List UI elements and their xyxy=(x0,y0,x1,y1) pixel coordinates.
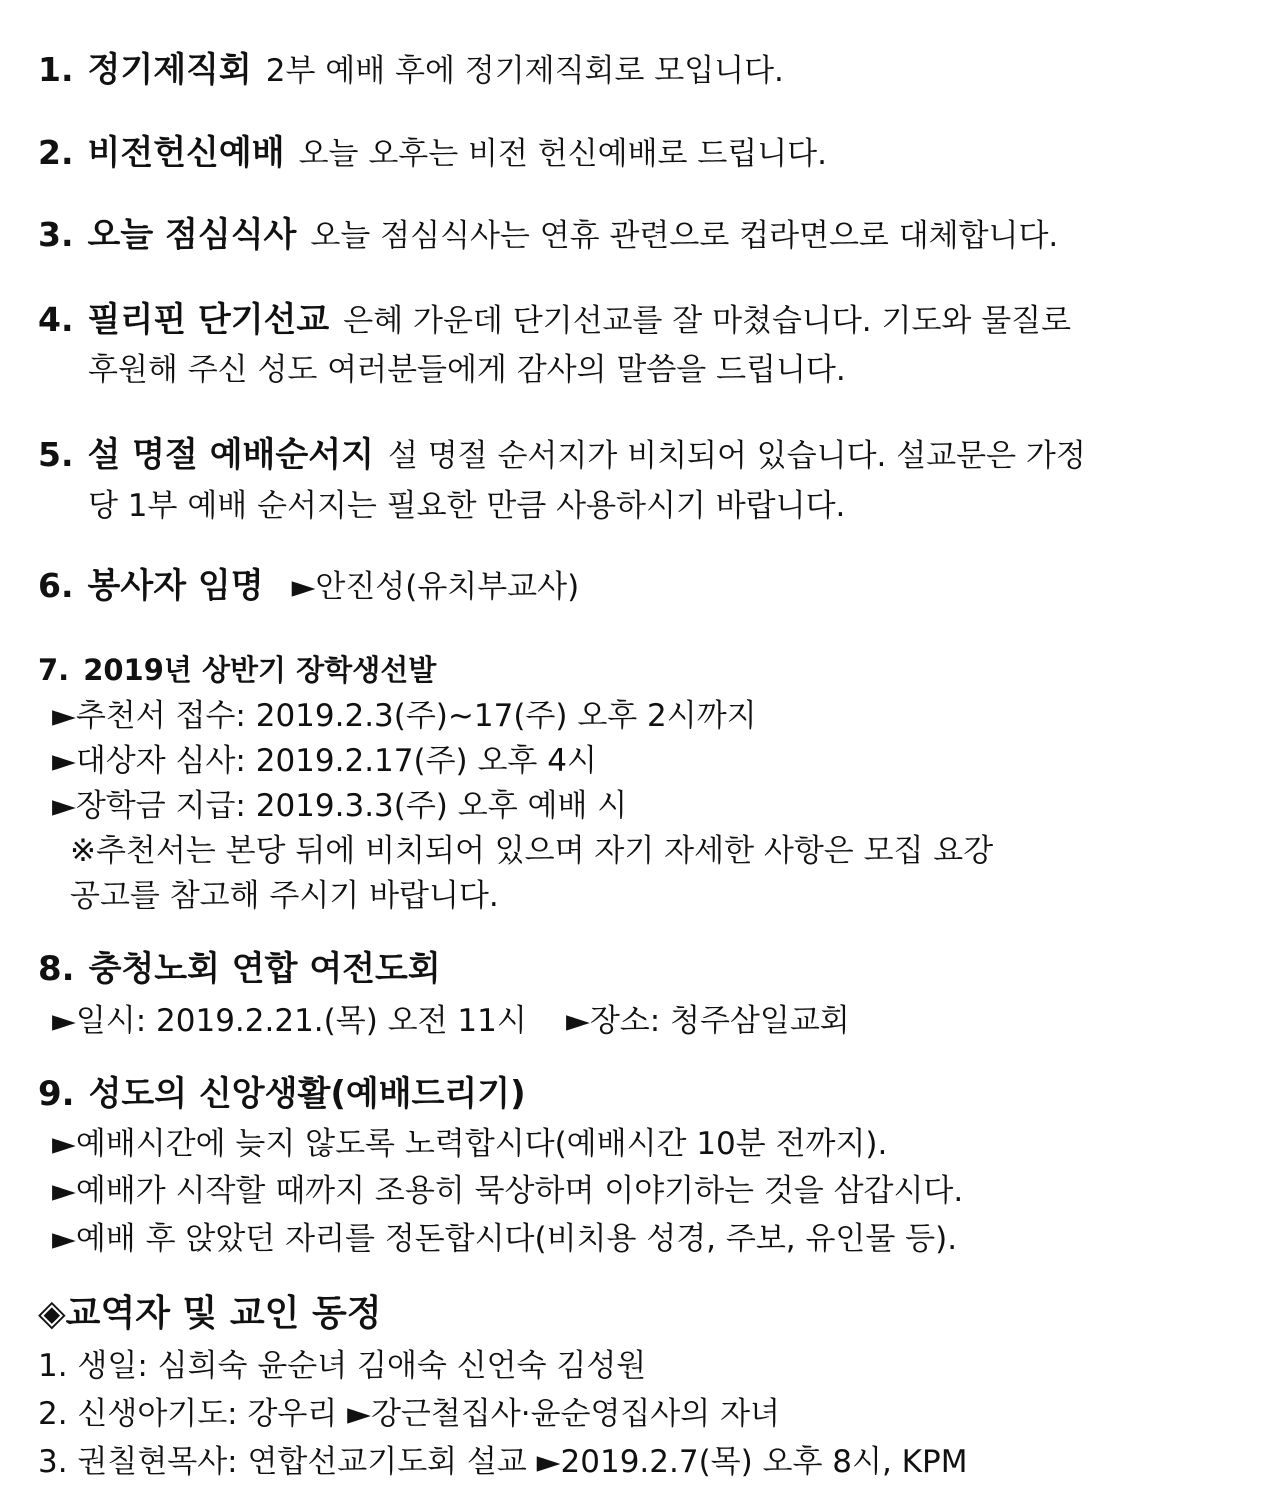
notice-item-5-continued: 당 1부 예배 순서지는 필요한 만큼 사용하시기 바랍니다. xyxy=(88,488,846,524)
item-text: 설 명절 순서지가 비치되어 있습니다. 설교문은 가정 xyxy=(387,438,1086,474)
meeting-date: ►일시: 2019.2.21.(목) 오전 11시 xyxy=(52,1003,527,1039)
meeting-heading xyxy=(38,949,441,990)
item-number: 8. xyxy=(38,949,75,989)
scholarship-note: 공고를 참고해 주시기 바랍니다. xyxy=(70,878,499,914)
item-title: 충청노회 연합 여전도회 xyxy=(88,949,441,989)
item-text: 오늘 점심식사는 연휴 관련으로 컵라면으로 대체합니다. xyxy=(310,218,1059,254)
notice-item-6 xyxy=(38,566,579,607)
news-line: 3. 권칠현목사: 연합선교기도회 설교 ►2019.2.7(목) 오후 8시, KPM xyxy=(38,1444,968,1480)
item-text: 은혜 가운데 단기선교를 잘 마쳤습니다. 기도와 물질로 xyxy=(343,303,1072,339)
item-title: 봉사자 임명 xyxy=(87,566,264,606)
item-text: ►안진성(유치부교사) xyxy=(291,569,580,605)
item-number: 3. xyxy=(38,215,74,254)
meeting-place: ►장소: 청주삼일교회 xyxy=(566,1003,850,1039)
worship-line: ►예배 후 앉았던 자리를 정돈합시다(비치용 성경, 주보, 유인물 등). xyxy=(52,1221,958,1257)
news-line: 2. 신생아기도: 강우리 ►강근철집사·윤순영집사의 자녀 xyxy=(38,1396,780,1432)
news-line: 1. 생일: 심희숙 윤순녀 김애숙 신언숙 김성원 xyxy=(38,1348,647,1384)
item-title: 2019년 상반기 장학생선발 xyxy=(83,653,437,687)
item-title: 비전헌신예배 xyxy=(87,133,285,173)
worship-line: ►예배가 시작할 때까지 조용히 묵상하며 이야기하는 것을 삼갑시다. xyxy=(52,1173,964,1209)
scholarship-heading xyxy=(38,650,436,690)
item-number: 5. xyxy=(38,435,74,474)
item-number: 6. xyxy=(38,566,74,605)
item-number: 7. xyxy=(38,653,70,687)
worship-line: ►예배시간에 늦지 않도록 노력합시다(예배시간 10분 전까지). xyxy=(52,1126,888,1162)
scholarship-line: ►대상자 심사: 2019.2.17(주) 오후 4시 xyxy=(52,743,597,779)
item-text: 오늘 오후는 비전 헌신예배로 드립니다. xyxy=(298,136,827,172)
news-heading: ◈교역자 및 교인 동정 xyxy=(38,1293,382,1334)
item-title: 정기제직회 xyxy=(87,50,252,90)
notice-item-3 xyxy=(38,215,1058,256)
notice-item-4 xyxy=(38,300,1246,341)
item-number: 4. xyxy=(38,300,74,339)
notice-item-1 xyxy=(38,50,784,91)
item-title: 필리핀 단기선교 xyxy=(87,300,330,340)
scholarship-note: ※추천서는 본당 뒤에 비치되어 있으며 자기 자세한 사항은 모집 요강 xyxy=(70,833,994,869)
item-title: 성도의 신앙생활(예배드리기) xyxy=(88,1074,526,1114)
worship-heading xyxy=(38,1074,526,1115)
scholarship-line: ►추천서 접수: 2019.2.3(주)~17(주) 오후 2시까지 xyxy=(52,698,757,734)
item-number: 2. xyxy=(38,133,74,172)
item-title: 설 명절 예배순서지 xyxy=(87,435,374,475)
notice-item-5 xyxy=(38,435,1246,476)
scholarship-line: ►장학금 지급: 2019.3.3(주) 오후 예배 시 xyxy=(52,788,628,824)
item-text: 2부 예배 후에 정기제직회로 모입니다. xyxy=(265,53,784,89)
notice-item-4-continued: 후원해 주신 성도 여러분들에게 감사의 말씀을 드립니다. xyxy=(88,352,846,388)
notice-item-2 xyxy=(38,133,827,174)
item-number: 1. xyxy=(38,50,74,89)
item-number: 9. xyxy=(38,1074,75,1114)
item-title: 오늘 점심식사 xyxy=(87,215,297,255)
